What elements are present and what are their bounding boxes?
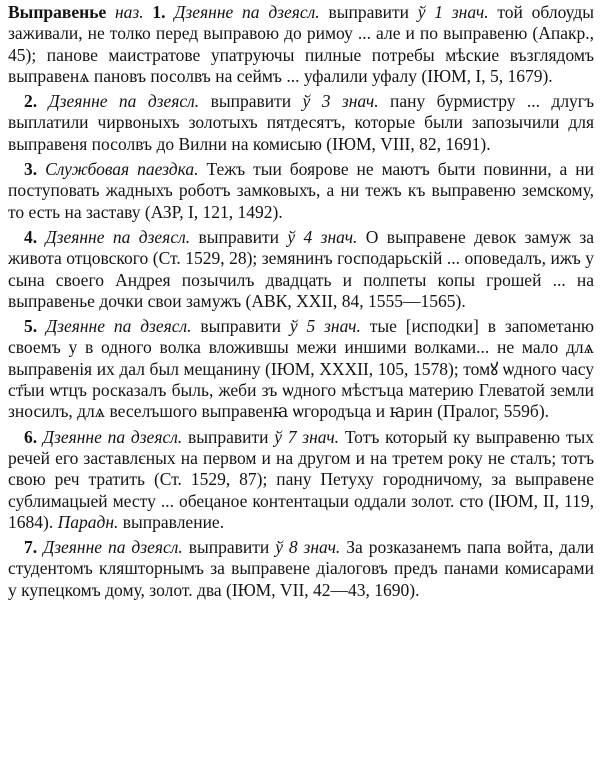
sense-label: Дзеянне па дзеясл. (42, 426, 183, 447)
reference-meaning: ў 5 знач. (289, 316, 361, 337)
sense-label: Службовая паездка. (45, 159, 199, 180)
sense-text: О выправене девок замуж за живота отцовского (Ст. 1529, 28); земянинъ господарьскій ... оповедалъ, ижъ у сына своего Андрея позычилъ двадцать и полпеты копы грошей ... на выправенье дочки свои замужъ (АВК, XXII, 84, 1555—1565). (8, 226, 594, 311)
reference-meaning: ў 3 знач. (302, 91, 379, 112)
sense-label: Дзеянне па дзеясл. (48, 91, 200, 112)
parallel-text: выправление. (122, 511, 225, 532)
sense-number: 5. (24, 316, 38, 337)
sense-number: 4. (24, 226, 38, 247)
dictionary-entry (8, 2, 594, 601)
sense-label: Дзеянне па дзеясл. (45, 226, 191, 247)
reference-meaning: ў 1 знач. (417, 2, 489, 22)
sense-2 (8, 91, 594, 155)
sense-text: Тежъ тыи боярове не маютъ быти повинни, а ни поступовать жадныхъ роботъ замковыхъ, а ни тежъ къ выправеню земскому, то есть на заставу (АЗР, І, 121, 1492). (8, 159, 594, 222)
reference-meaning: ў 8 знач. (275, 537, 341, 558)
sense-text: Тотъ который ку выправеню тых речей его заставлєных на первом и на другом и на третем року не сталъ; тотъ свою реч тратить (Ст. 1529, 87); пану Петуху городничому, за выправене сублимацыей месту ... обецаное контентацыи оддали золот. сто (ІЮМ, ІІ, 119, 1684). (8, 426, 594, 532)
sense-1 (8, 2, 594, 87)
sense-number: 3. (24, 159, 38, 180)
reference-meaning: ў 4 знач. (287, 226, 358, 247)
reference-verb: выправити (187, 426, 269, 447)
sense-text: пану бурмистру ... длугъ выплатили чирвоныхъ золотыхъ пятдесятъ, которые были запозычили для выправеня посолвъ до Вилни на комисыю (ІЮМ, VIII, 82, 1691). (8, 91, 595, 154)
reference-verb: выправити (200, 316, 281, 337)
sense-label: Дзеянне па дзеясл. (174, 2, 320, 22)
sense-4 (8, 227, 594, 312)
sense-7 (8, 537, 594, 601)
reference-verb: выправити (198, 226, 280, 247)
sense-number: 2. (24, 91, 38, 112)
reference-verb: выправити (188, 537, 270, 558)
sense-text: За розказанемъ папа войта, дали студентомъ кляшторнымъ за выправене діалоговъ предъ панами комисарами у купецкомъ дому, золот. два (ІЮМ, VII, 42—43, 1690). (8, 537, 595, 600)
reference-meaning: ў 7 знач. (274, 426, 340, 447)
reference-verb: выправити (328, 2, 409, 22)
sense-number: 1. (152, 2, 166, 22)
sense-text: той облоуды заживали, не толко перед выправою до римоу ... але и по выправеню (Апакр., 45); панове маистратове упатруючы пилные потребы мѣские възглядомъ выправенѧ пановъ посолвъ на сеймъ ... уфалили уфалу (ІЮМ, І, 5, 1679). (8, 2, 594, 86)
sense-5 (8, 316, 594, 422)
sense-text: тые [исподки] в запометаню своемъ у в одного волка вложившы межи иншими волками... не мало длѧ выправенія их дал был мещанину (ІЮМ, XXXII, 105, 1578); томꙋ ѡдного часу ст҃ыи ѡтцъ росказалъ быль, жеби зъ ѡдного мѣстъца материю Глеватой земли зносилъ, длѧ веселъшого выправенꙗ ѡгородъца и ꙗрин (Пралог, 559б). (8, 316, 595, 422)
reference-verb: выправити (210, 91, 292, 112)
sense-label: Дзеянне па дзеясл. (43, 537, 183, 558)
sense-6 (8, 427, 594, 533)
part-of-speech: наз. (115, 2, 144, 22)
sense-number: 6. (24, 426, 38, 447)
sense-3 (8, 159, 594, 223)
sense-number: 7. (24, 537, 38, 558)
parallel-label: Парадн. (57, 511, 119, 532)
sense-label: Дзеянне па дзеясл. (45, 316, 192, 337)
headword: Выправенье (8, 2, 107, 22)
